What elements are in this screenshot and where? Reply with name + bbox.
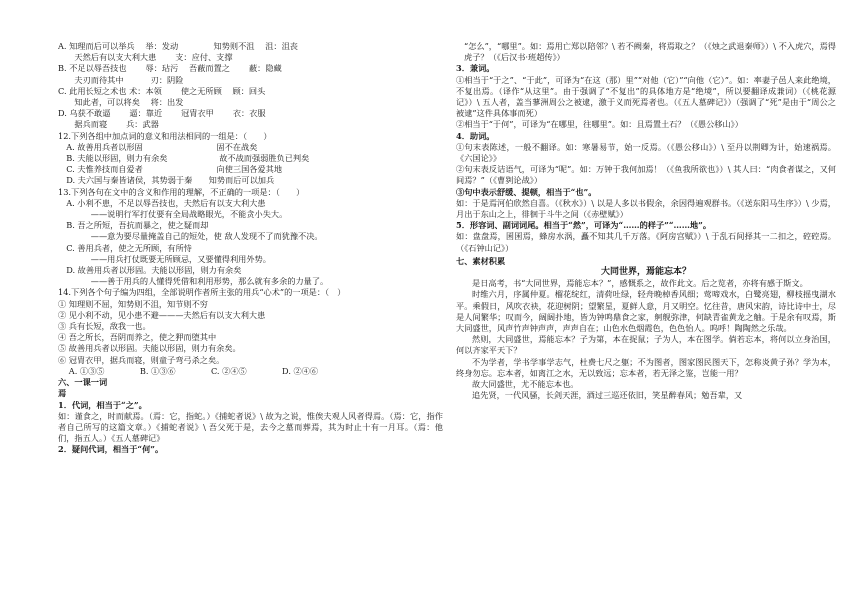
question-line: 据兵而寝 兵：武器 bbox=[58, 119, 159, 130]
essay-paragraph: 是日高考，书“大同世界，焉能忘本？”，感慨系之，故作此文。后之览者，亦将有感于斯文。 bbox=[472, 278, 808, 289]
essay-title: 大同世界，焉能忘本？ bbox=[600, 267, 691, 278]
question-line: 12.下列各组中加点词的意义和用法相同的一组是：（ ） bbox=[58, 130, 272, 141]
question-line: 14.下列各个句子编为四组，全部说明作者所主张的用兵“心术”的一项是：（ ） bbox=[58, 287, 346, 298]
section-six-title: 六、一课一词 bbox=[58, 377, 108, 388]
question-line: D. 夫六国与秦皆诸侯，其势弱于秦 知势而后可以加兵 bbox=[58, 175, 275, 186]
question-line: ⑤ 故善用兵者以形固。夫能以形固，则力有余矣。 bbox=[58, 343, 241, 354]
item-one-body: 如：谨食之，时而献焉。（焉：它，指蛇。）《捕蛇者说》\ 故为之说，惟俟夫观人风者得焉。（焉：它，指作者自己所写的这篇文章。）《捕蛇者说》\ 吾父死于是，去今之墓而葬焉，其为时止十有一月耳。（焉：他们，指五人。）《五人墓碑记》 bbox=[58, 410, 443, 444]
essay-body bbox=[456, 278, 836, 401]
essay-paragraph: 时维六月，序属仲夏。榴花绽红，清荷吐绿，轻舟晚棹香风细；莺啼戏水，白鹭亮翅，柳枝摇曳湖水平。乘假日，风吹衣袂，花迎树阴；望繁星，夏鲜人意，月又明空。忆往昔，唐风宋韵，诗比诗中士，尽是人间繁华；叹而今，阔阔扑地，皆为钟鸣鼎食之家，舸舰弥津，何缺青雀黄龙之舳。于是余有叹焉，斯大同盛世，风声竹声钟声声，声声自在；山色水色烟霞色，色色怡人。呜呼！陶陶然之乐哉。 bbox=[456, 289, 836, 334]
essay-paragraph: 故大同盛世，尤不能忘本也。 bbox=[472, 379, 579, 390]
question-line: C. 夫惟养技而自爱者 向使三国各爱其地 bbox=[58, 164, 283, 175]
item-three-b: ②相当于“于何”，可译为“在哪里，往哪里”。如：且焉置土石？（《愚公移山》） bbox=[456, 119, 743, 130]
item-two-body: “怎么”，“哪里”。如：焉用亡郑以陪邻？\ 若不阙秦，将焉取之？（《烛之武退秦师》）\ 不入虎穴，焉得虎子？（《后汉书·班超传》） bbox=[464, 41, 836, 63]
question-line: ④ 吾之所长，吾阴而养之，使之狎而堕其中 bbox=[58, 332, 217, 343]
question-line: A. 故善用兵者以形固 固不在战矣 bbox=[58, 141, 258, 152]
item-one-title bbox=[58, 400, 443, 411]
question-line: 知此者，可以将矣 将：出发 bbox=[58, 97, 184, 108]
item-four-c-title: ③句中表示舒缓、提顿，相当于“也”。 bbox=[456, 186, 597, 197]
question-line: ③ 兵有长短，敌我一也。 bbox=[58, 321, 151, 332]
word-heading: 焉 bbox=[58, 388, 67, 399]
question-line: ① 知理则不屈，知势则不沮，知节则不穷 bbox=[58, 298, 208, 309]
question-line: B. 吾之所短，吾抗而暴之，使之疑而却 bbox=[58, 220, 209, 231]
item-four-title: 4．助词。 bbox=[456, 130, 495, 141]
item-four-b: ②句末表反诘语气，可译为“呢”。如：万钟于我何加焉！（《鱼我所欲也》）\ 其人曰：“肉食者谋之，又何间焉？”（《曹刿论战》） bbox=[456, 164, 836, 186]
item-five-title: 5．形容词、副词词尾。相当于“然”，可译为“……的样子”“……地”。 bbox=[456, 220, 712, 231]
question-line: ——善于用兵的人懂得凭借和利用形势，那么就有多余的力量了。 bbox=[58, 276, 329, 287]
left-column bbox=[58, 41, 443, 456]
question-line: ——意为要尽量掩盖自己的短处，使 敌人发现不了而犹豫不决。 bbox=[58, 231, 323, 242]
question-line: 天然后有以支大利大患 支：应付、支撑 bbox=[58, 52, 233, 63]
question-line: B. 不足以辱吾技也 辱：玷污 吾蔽而置之 蔽：隐藏 bbox=[58, 63, 282, 74]
question-line: ——说明行军打仗要有全局战略眼光，不能贪小失大。 bbox=[58, 209, 288, 220]
question-line: A. 知理而后可以举兵 举：发动 知势则不沮 沮：沮丧 bbox=[58, 41, 298, 51]
item-five-body: 如：盘盘焉，囷囷焉，蜂房水涡，矗不知其几千万落。《阿房宫赋》）\ 于乱石间择其一二扣之，硿硿焉。（《石钟山记》） bbox=[456, 231, 836, 253]
question-line: C. 善用兵者，使之无所顾，有所恃 bbox=[58, 242, 192, 253]
question-line: ——用兵打仗既要无所顾忌，又要懂得利用外势。 bbox=[58, 253, 271, 264]
section-seven-title: 七、素材积累 bbox=[456, 255, 506, 266]
question-line: B. 夫能以形固，则力有余矣 故不战而强弱胜负已判矣 bbox=[58, 153, 310, 164]
question-line: D. 故善用兵者以形固。夫能以形固，则力有余矣 bbox=[58, 265, 242, 276]
question-line: ⑥ 冠胄衣甲，据兵而寝，则童子弯弓杀之矣。 bbox=[58, 354, 225, 365]
essay-paragraph: 不为学者，学书学事学志气，杜费七尺之躯；不为图者，图家图民图天下，怎称炎黄子孙？学为本，终身勿忘。忘本者，如离江之水，无以致远；忘本者，若无泽之鉴，岂能一用？ bbox=[456, 356, 836, 378]
question-line: 夫刃而待其中 刃：阴险 bbox=[58, 74, 184, 85]
essay-paragraph: 追先贤，一代风骚，长剑天涯，酒过三巡还依旧，笑星醉春风；勉吾辈，又 bbox=[472, 390, 743, 401]
item-four-a: ①句末表陈述，一般不翻译。如：寒暑易节，始一反焉。（《愚公移山》）\ 至丹以荆卿为计，始速祸焉。《六国论》》 bbox=[456, 141, 836, 164]
item-two-title: 2．疑问代词，相当于“何”。 bbox=[58, 444, 164, 455]
question-line: C. 此用长短之术也 术：本领 使之无所顾 顾：回头 bbox=[58, 85, 266, 96]
item-three-a: ①相当于“于之”、“于此”，可译为“在这（那）里”“对他（它）”“向他（它）”。如：率妻子邑人来此绝境，不复出焉。（译作“从这里”。由于强调了“不复出”的具体地方是“绝境”，所以要翻译成兼词）（《桃花源记》）\ 五人者，盖当蓼洲周公之被逮，激于义而死焉者也。（《五人墓碑记》）（强调了“死”是由于“周公之被逮”这件具体事而死） bbox=[456, 74, 836, 119]
right-column bbox=[456, 41, 836, 402]
question-line: A. 小利不患，不足以辱吾技也，夫然后有以支大利大患 bbox=[58, 197, 266, 208]
item-four-c: 如：于是焉河伯欣然自喜。（《秋水》）\ 以是人多以书假余，余因得遍观群书。（《送东阳马生序》）\ 少焉，月出于东山之上，徘徊于斗牛之间（《赤壁赋》） bbox=[456, 197, 836, 220]
item-three-title: 3．兼词。 bbox=[456, 63, 495, 74]
question-options-block bbox=[58, 41, 443, 377]
essay-paragraph: 然则，大同盛世，焉能忘本？子为第，本在捉鼠；子为人，本在图学。倘若忘本，将何以立身治国，何以齐家平天下？ bbox=[456, 334, 836, 356]
question-line: ② 见小利不动，见小患不避———夫然后有以支大利大患 bbox=[58, 309, 266, 320]
question-line: A. ①③⑤ B. ①③⑥ C. ②④⑤ D. ②④⑥ bbox=[58, 365, 319, 376]
question-line: D. 乌获不敢逼 逼：靠近 冠胄衣甲 衣：衣服 bbox=[58, 108, 266, 119]
item-one-title-text: 1．代词，相当于“之”。 bbox=[58, 399, 147, 410]
question-line: 13.下列各句在文中的含义和作用的理解，不正确的一项是：（ ） bbox=[58, 186, 305, 197]
